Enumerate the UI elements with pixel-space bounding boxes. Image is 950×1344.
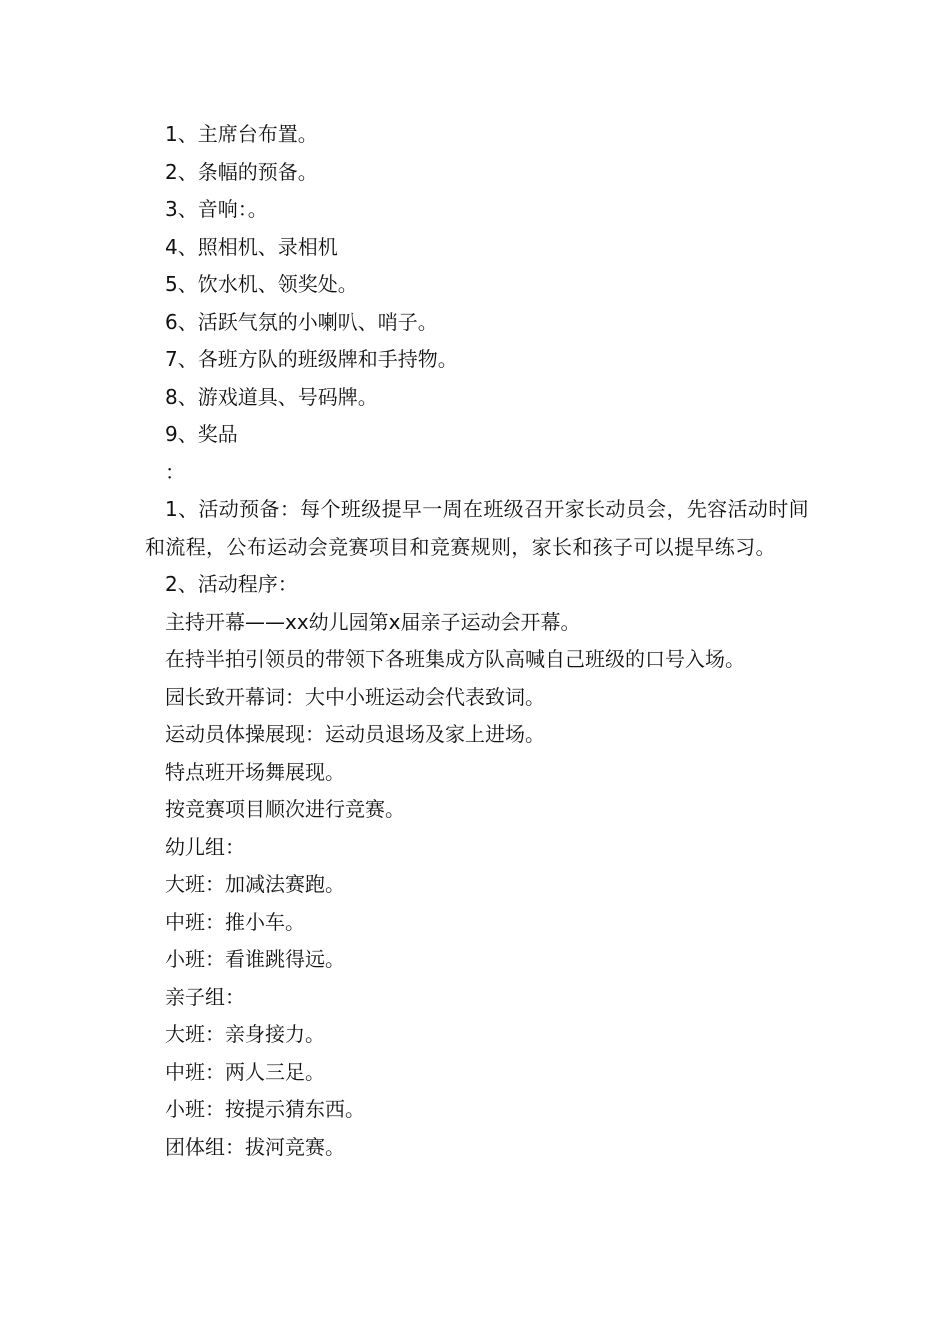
- activity-prep-paragraph: 1、活动预备：每个班级提早一周在班级召开家长动员会，先容活动时间和流程，公布运动会竞赛项目和竞赛规则，家长和孩子可以提早练习。: [145, 497, 809, 559]
- event-line: 中班：两人三足。: [165, 1059, 325, 1084]
- event-line: 大班：亲身接力。: [165, 1022, 325, 1046]
- prep-item: 7、各班方队的班级牌和手持物。: [165, 347, 458, 371]
- event-line: 小班：按提示猜东西。: [165, 1097, 365, 1121]
- program-line: 园长致开幕词：大中小班运动会代表致词。: [165, 684, 545, 709]
- event-line: 中班：推小车。: [165, 909, 305, 934]
- prep-item: 1、主席台布置。: [165, 122, 318, 146]
- program-line: 按竞赛项目顺次进行竞赛。: [165, 797, 405, 821]
- group-heading-team: 团体组：拔河竞赛。: [165, 1134, 345, 1159]
- prep-item: 8、游戏道具、号码牌。: [165, 384, 378, 409]
- group-heading-children: 幼儿组：: [165, 834, 245, 859]
- program-line: 主持开幕——xx幼儿园第x届亲子运动会开幕。: [165, 609, 581, 634]
- program-heading: 2、活动程序：: [165, 572, 298, 596]
- program-line: 在持半拍引领员的带领下各班集成方队高喊自己班级的口号入场。: [165, 647, 745, 671]
- prep-item: 6、活跃气氛的小喇叭、哨子。: [165, 309, 438, 334]
- document-body: [145, 116, 810, 1166]
- group-heading-parent-child: 亲子组：: [165, 984, 245, 1009]
- colon-line: ：: [165, 459, 185, 484]
- event-line: 小班：看谁跳得远。: [165, 947, 345, 971]
- prep-item: 9、奖品: [165, 422, 238, 446]
- prep-item: 4、照相机、录相机: [165, 234, 338, 259]
- prep-item: 2、条幅的预备。: [165, 159, 318, 184]
- prep-item: 3、音响：。: [165, 197, 268, 221]
- program-line: 运动员体操展现：运动员退场及家上进场。: [165, 722, 545, 746]
- event-line: 大班：加减法赛跑。: [165, 872, 345, 896]
- program-line: 特点班开场舞展现。: [165, 759, 345, 784]
- prep-item: 5、饮水机、领奖处。: [165, 272, 358, 296]
